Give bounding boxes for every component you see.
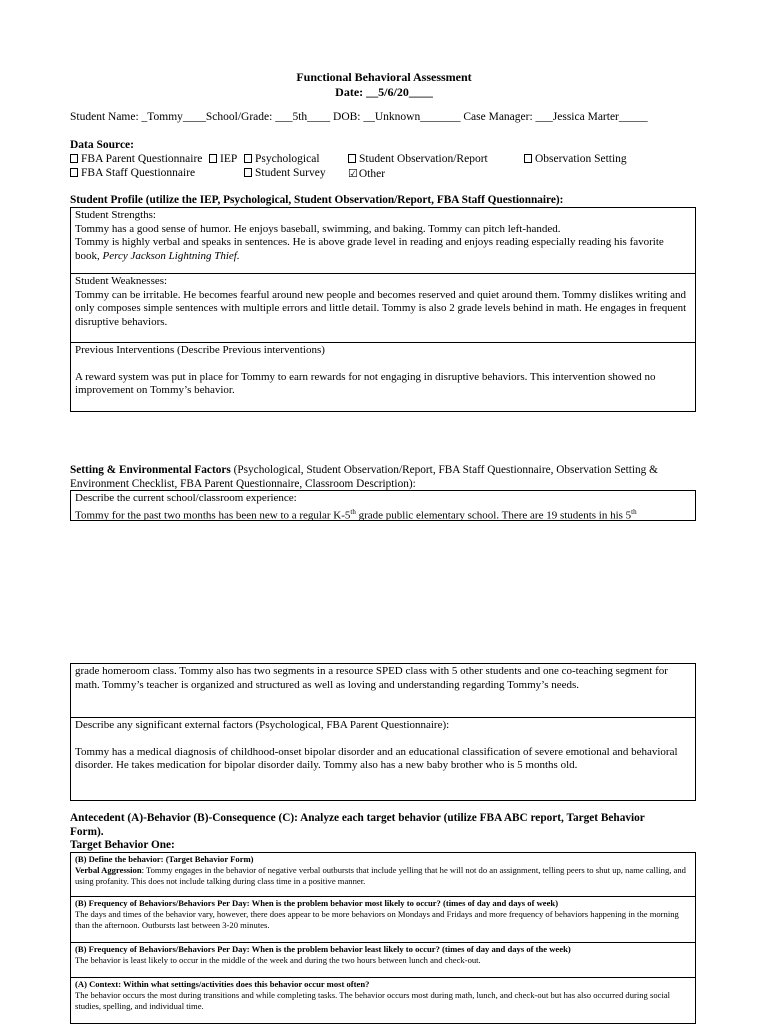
least-likely-label: (B) Frequency of Behaviors/Behaviors Per Day: When is the problem behavior least likely to occur? (times of day and days of the week) xyxy=(75,944,571,954)
checkbox-icon xyxy=(244,154,252,163)
checked-box-icon: ☑ xyxy=(348,168,358,180)
context-label: (A) Context: Within what settings/activities does this behavior occur most often? xyxy=(75,979,370,989)
current-experience-continued: grade homeroom class. Tommy also has two segments in a resource SPED class with 5 other students and one co-teaching segment for math. Tommy’s teacher is organized and structured as well as loving and understanding regarding Tommy’s needs. xyxy=(75,665,668,691)
setting-table-part1 xyxy=(70,490,696,521)
abc-heading: Antecedent (A)-Behavior (B)-Consequence (C): Analyze each target behavior (utilize FBA ABC report, Target Behavior Form). xyxy=(70,812,645,838)
current-experience-text: Tommy for the past two months has been new to a regular K-5th grade public elementary school. There are 19 students in his 5th xyxy=(75,507,637,522)
setting-table-part2 xyxy=(70,663,696,801)
interventions-cell xyxy=(71,343,695,411)
context-text: The behavior occurs the most during transitions and while completing tasks. The behavior occurs most during math, lunch, and check-out but has also occurred during social studies, spelling, and individual time. xyxy=(75,990,671,1011)
least-likely-cell xyxy=(71,943,695,978)
checkbox-icon xyxy=(524,154,532,163)
setting-heading: Setting & Environmental Factors (Psychological, Student Observation/Report, FBA Staff Questionnaire, Observation Setting & Environment Checklist, FBA Parent Questionnaire, Classroom Description): xyxy=(70,464,658,490)
interventions-label: Previous Interventions (Describe Previous interventions) xyxy=(75,344,325,356)
document-title: Functional Behavioral Assessment xyxy=(296,70,472,84)
external-factors-label: Describe any significant external factors (Psychological, FBA Parent Questionnaire): xyxy=(75,719,450,731)
external-factors-text: Tommy has a medical diagnosis of childhood-onset bipolar disorder and an educational classification of severe emotional and behavioral disorder. He takes medication for bipolar disorder daily. Tommy also has a new baby brother who is 5 months old. xyxy=(75,745,678,771)
checkbox-other[interactable]: ☑Other xyxy=(348,168,386,180)
current-experience-continued-cell xyxy=(71,664,695,718)
interventions-text: A reward system was put in place for Tommy to earn rewards for not engaging in disruptive behaviors. This intervention showed no improvement on Tommy’s behavior. xyxy=(75,370,656,396)
weaknesses-cell xyxy=(71,274,695,343)
abc-table xyxy=(70,852,696,1024)
current-experience-label: Describe the current school/classroom experience: xyxy=(75,492,297,504)
define-behavior-label: (B) Define the behavior: (Target Behavior Form) xyxy=(75,854,254,864)
weaknesses-label: Student Weaknesses: xyxy=(75,275,168,287)
checkbox-observation-setting[interactable]: Observation Setting xyxy=(524,153,627,165)
context-cell xyxy=(71,978,695,1023)
student-profile-table xyxy=(70,207,696,412)
checkbox-icon xyxy=(70,154,78,163)
checkbox-fba-parent[interactable]: FBA Parent Questionnaire xyxy=(70,153,202,165)
strengths-label: Student Strengths: xyxy=(75,209,156,221)
checkbox-icon xyxy=(244,168,252,177)
checkbox-icon xyxy=(209,154,217,163)
checkbox-psychological[interactable]: Psychological xyxy=(244,153,320,165)
checkbox-icon xyxy=(70,168,78,177)
checkbox-fba-staff[interactable]: FBA Staff Questionnaire xyxy=(70,167,195,179)
weaknesses-text: Tommy can be irritable. He becomes fearful around new people and becomes reserved and quiet around them. Tommy dislikes writing and only composes simple sentences with multiple errors and little detail. Tommy is also 2 grade levels behind in math. He engages in frequent disruptive behaviors. xyxy=(75,288,687,328)
least-likely-text: The behavior is least likely to occur in the middle of the week and during the two hours between lunch and check-out. xyxy=(75,955,481,965)
target-behavior-label: Target Behavior One: xyxy=(70,839,175,851)
checkbox-iep[interactable]: IEP xyxy=(209,153,237,165)
define-behavior-text: Verbal Aggression: Tommy engages in the behavior of negative verbal outbursts that include yelling that he will not do an assignment, telling peers to shut up, name calling, and using profanity. This does not include talking during class time in a positive manner. xyxy=(75,865,686,886)
checkbox-student-survey[interactable]: Student Survey xyxy=(244,167,326,179)
most-likely-label: (B) Frequency of Behaviors/Behaviors Per Day: When is the problem behavior most likely to occur? (times of day and days of week) xyxy=(75,898,559,908)
student-info-line: Student Name: _Tommy____School/Grade: ___5th____ DOB: __Unknown_______ Case Manager: ___Jessica Marter_____ xyxy=(70,111,648,123)
date-line: Date: __5/6/20____ xyxy=(335,85,433,99)
define-behavior-cell xyxy=(71,853,695,897)
external-factors-cell xyxy=(71,718,695,800)
current-experience-cell xyxy=(71,491,695,520)
strengths-text-2: Tommy is highly verbal and speaks in sentences. He is above grade level in reading and enjoys reading especially reading his favorite book, Percy Jackson Lightning Thief. xyxy=(75,236,664,262)
checkbox-icon xyxy=(348,154,356,163)
student-profile-heading: Student Profile (utilize the IEP, Psychological, Student Observation/Report, FBA Staff Questionnaire): xyxy=(70,194,564,206)
data-source-label: Data Source: xyxy=(70,139,134,151)
strengths-text-1: Tommy has a good sense of humor. He enjoys baseball, swimming, and baking. Tommy can pitch left-handed. xyxy=(75,222,561,235)
checkbox-student-observation[interactable]: Student Observation/Report xyxy=(348,153,488,165)
most-likely-text: The days and times of the behavior vary, however, there does appear to be more behaviors on Mondays and Fridays and more frequency of behaviors happening in the morning than the afternoon. Outbursts last between 3-20 minutes. xyxy=(75,909,679,930)
most-likely-cell xyxy=(71,897,695,943)
favorite-book: Percy Jackson Lightning Thief. xyxy=(102,249,240,262)
strengths-cell xyxy=(71,208,695,274)
